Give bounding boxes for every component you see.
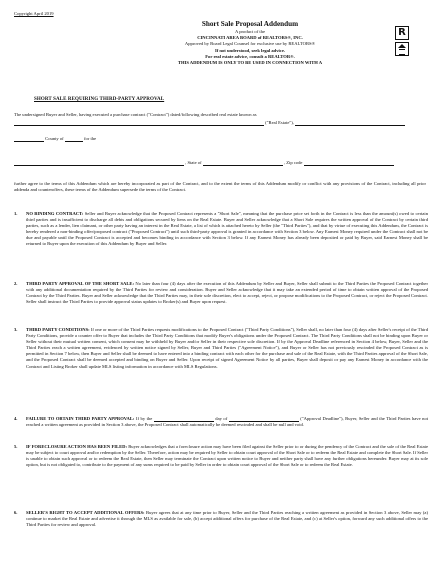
document-title: Short Sale Proposal Addendum: [201, 20, 299, 28]
section-6: [14, 510, 428, 528]
section-body: [26, 211, 428, 248]
intro-line-3: [14, 136, 96, 142]
section-heading: SELLER'S RIGHT TO ACCEPT ADDITIONAL OFFERS:: [26, 510, 145, 515]
section-heading: FAILURE TO OBTAIN THIRD PARTY APPROVAL:: [26, 416, 135, 421]
usage-restriction-line: THIS ADDENDUM IS ONLY TO BE USED IN CONNECTION WITH A: [177, 60, 323, 66]
intro-paragraph: further agree to the terms of this Addendum which are hereby incorporated as part of the Contract, and to the extent the terms of this Addendum modify or conflict with any provisions of the Contract, including all prior addenda and counteroffers, these terms of the Addendum supersede the terms of the Contract.: [14, 181, 426, 193]
realtor-advice-line: For real estate advice, consult a REALTOR®.: [205, 53, 295, 59]
section-5: [14, 444, 428, 468]
section-body: [26, 281, 428, 305]
section-text: Seller and Buyer acknowledge that the Proposed Contract represents a "Short Sale", meaning that the purchase price set forth in the Contract is less than the amount(s) owed to certain third parties and is insufficient to discharge all debts and obligations secured by liens on the Real Estate. Buyer and Seller acknowledge that a Short Sale requires the written approval of the Contract by certain third parties, such as a lender, lien claimant, or other party having an interest in the Real Estate, a list of which is attached hereto by Seller (the "Third Parties"), and that by virtue of executing this Addendum, the Contract is hereby rendered a non-binding offer/proposed contract ("Proposed Contract") until such third-party approval is granted in accordance with Section 3 below. Any Earnest Money required under the Contract shall not be due and payable until the Proposed Contract is accepted and becomes binding in accordance with Section 3 below. If any Earnest Money has already been deposited or paid by Buyer, said Earnest Money shall be returned to Buyer upon the execution of this Addendum by Buyer and Seller.: [26, 211, 428, 247]
section-text: ("Approval Deadline"), Buyer, Seller and the Third Parties have not reached a written agreement as provided in Section 3 above, the Proposed Contract shall automatically be deemed rescinded and shall be null and void.: [26, 416, 429, 428]
addendum-section-title: SHORT SALE REQUIRING THIRD-PARTY APPROVAL: [34, 97, 165, 102]
intro-line-4: [14, 160, 394, 166]
county-name-field[interactable]: [65, 137, 83, 142]
section-text: If by the: [134, 416, 153, 421]
product-of-line: A product of the: [235, 29, 265, 34]
board-name: CINCINNATI AREA BOARD of REALTORS®, INC.: [197, 35, 303, 41]
section-text: Buyer agrees that at any time prior to Buyer, Seller and the Third Parties reaching a written agreement as provided in Section 3 above, Seller may (a) continue to market the Real Estate and advertise it through the MLS as available for sale, (b) accept additional offers for purchase of the Real Estate, and (c) at Seller's option, forward any such additional offers to the Third Parties for review and approval.: [26, 510, 428, 528]
state-field[interactable]: [203, 161, 283, 166]
property-description-field[interactable]: [295, 121, 405, 126]
approval-line: Approved by Board Legal Counsel for exclusive use by REALTORS®: [184, 41, 316, 47]
section-heading: THIRD PARTY APPROVAL OF THE SHORT SALE:: [26, 281, 135, 286]
realtor-r-icon: R: [395, 26, 409, 40]
county-label: County of: [45, 136, 64, 141]
equal-housing-icon: [395, 42, 409, 56]
intro-line-2: [14, 120, 405, 126]
section-number: 6.: [14, 510, 18, 515]
real-estate-label: ("Real Estate"),: [265, 120, 294, 125]
section-heading: IF FORECLOSURE ACTION HAS BEEN FILED:: [26, 444, 128, 449]
section-heading: NO BINDING CONTRACT:: [26, 211, 84, 216]
section-number: 1.: [14, 211, 18, 216]
section-number: 2.: [14, 281, 18, 286]
county-field[interactable]: [14, 137, 44, 142]
city-field[interactable]: [14, 161, 184, 166]
section-body: [26, 510, 428, 528]
section-text: If one or more of the Third Parties requests modifications to the Proposed Contract ("Third Party Conditions"), Seller shall, no later than four (4) days after Seller's receipt of the Third Party Conditions, provide a counter offer to Buyer that includes the Third Party Conditions that modify Buyer's obligations under the Proposed Contract. The Third Party Conditions shall not be binding upon Buyer or Seller without their mutual written consent, which consent may be withheld by Buyer and/or Seller in their respective sole discretion. If by the Approval Deadline referenced in Section 4 below, Buyer, Seller and the Third Parties reach a written agreement, evidenced by written notice signed by Seller, Buyer and Third Parties ("Agreement Notice"), and Buyer or Seller has not previously rescinded the Proposed Contract as is permitted in Section 7 below, then Buyer and Seller shall be deemed to have entered into a binding contract with each other for the purchase and sale of the Real Estate, with the Third Parties approval of the Short Sale, and the Proposed Contract shall be deemed accepted and binding on Buyer and Seller. Upon receipt of signed Agreement Notice by all parties, Buyer shall deposit or pay any Earnest Money in accordance with the Contract and Listing Broker shall update MLS listing information in accordance with MLS Regulations.: [26, 327, 428, 369]
section-number: 4.: [14, 416, 18, 421]
section-3: [14, 327, 428, 370]
property-address-field[interactable]: [14, 121, 264, 126]
document-header: [150, 20, 350, 66]
intro-line-1: The undersigned Buyer and Seller, having executed a purchase contract ("Contract") dated/following described real estate known as: [14, 112, 257, 117]
copyright-notice: Copyright April 2019: [14, 11, 54, 16]
state-label: , State of: [185, 160, 202, 165]
section-body: [26, 416, 428, 428]
zip-code-field[interactable]: [304, 161, 394, 166]
section-text: Buyer acknowledges that a foreclosure action may have been filed against the Seller prior to or during the pendency of the Contract and the sale of the Real Estate may be subject to court approval and/or redemption by the Seller. Therefore, action may be required by Seller to obtain court approval of the Short Sale or to redeem the Real Estate and complete the Short Sale. If Seller is unable to obtain such approval or to redeem the Real Estate, then Seller may terminate the Contract upon written notice to Buyer and neither party shall have any further obligations hereunder. Buyer may at its sole option, but is not obligated to, contribute to the payment of any sums required to be paid by Seller in order to obtain court approval of the Short Sale or to redeem the Real Estate.: [26, 444, 428, 468]
zip-label: , Zip code: [283, 160, 303, 165]
section-body: [26, 327, 428, 370]
section-body: [26, 444, 428, 468]
section-text: day of: [215, 416, 228, 421]
section-2: [14, 281, 428, 305]
section-1: [14, 211, 428, 248]
section-4: [14, 416, 428, 428]
section-number: 5.: [14, 444, 18, 449]
for-the-label: for the: [83, 136, 97, 141]
legal-advice-line: If not understood, seek legal advice.: [214, 47, 286, 53]
section-number: 3.: [14, 327, 18, 332]
section-text: No later than four (4) days after the execution of this Addendum by Seller and Buyer, Seller shall submit to the Third Parties the Proposed Contract together with any additional documentation required by the Third Parties for review and consideration. Buyer and Seller acknowledge that it may take an extended period of time to obtain written approval of the Proposed Contract by the Third Parties. Buyer and Seller acknowledge that the Third Parties may, in their sole discretion, elect to accept, reject, or propose modifications to the Proposed Contract, or reject the Proposed Contract. Seller shall instruct the Third Parties to provide approval status updates to Broker(s) and Buyer upon request.: [26, 281, 428, 305]
logo-group: [395, 26, 411, 56]
section-heading: THIRD PARTY CONDITIONS:: [26, 327, 90, 332]
